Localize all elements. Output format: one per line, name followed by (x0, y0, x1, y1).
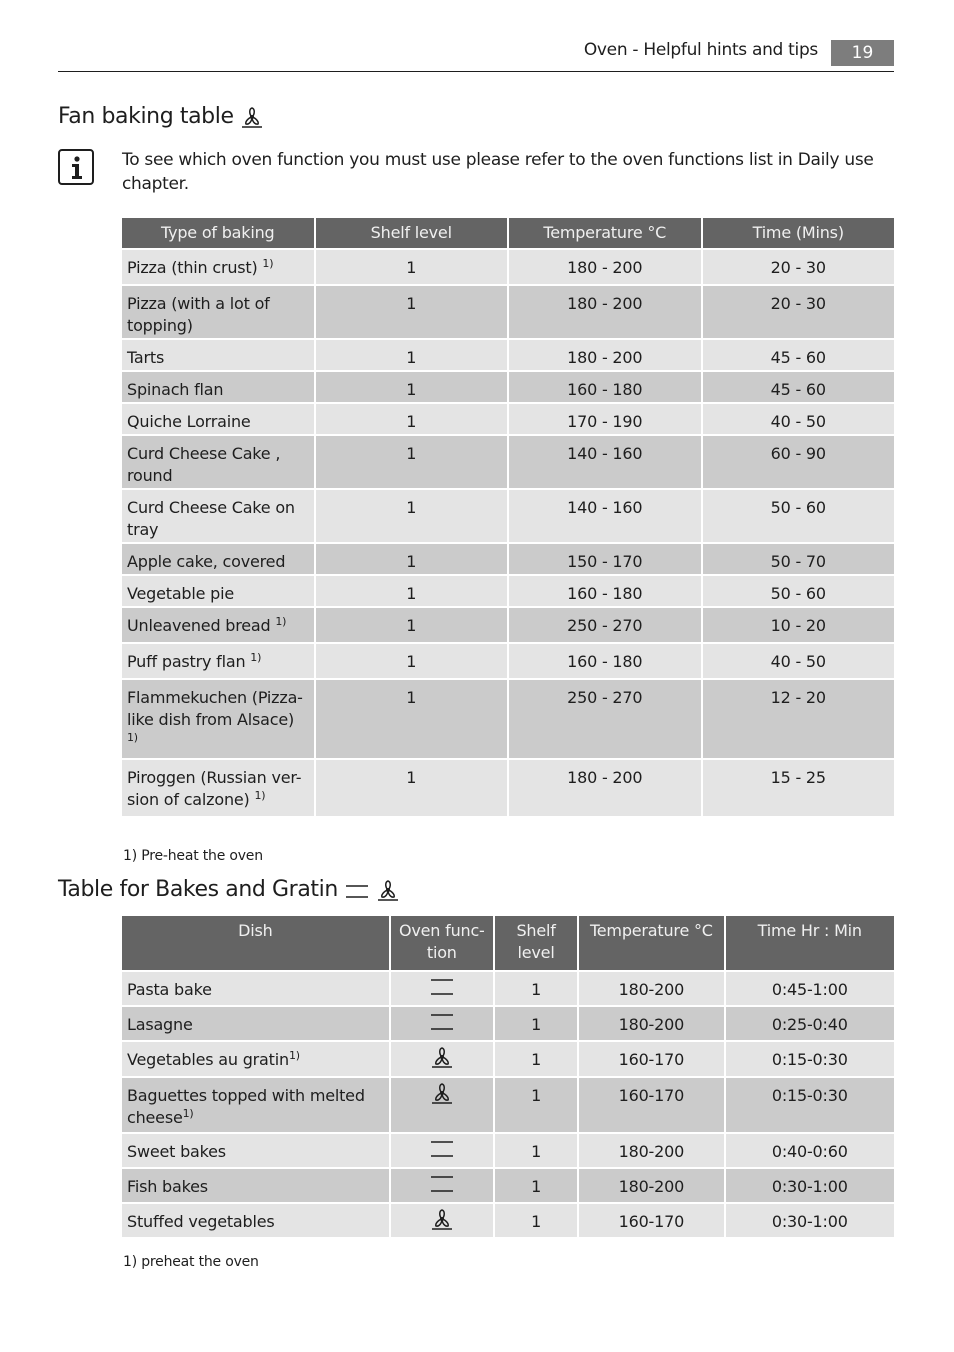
shelf-level-cell (495, 1078, 577, 1132)
shelf-level-cell (316, 760, 508, 816)
baking-type-cell-text: Pizza (with a lot of topping) (127, 294, 270, 335)
time-cell (703, 436, 895, 488)
baking-type-cell (122, 760, 314, 816)
temperature-cell-text: 180 - 200 (567, 294, 643, 313)
temperature-cell (509, 576, 701, 606)
time-cell-text: 40 - 50 (770, 412, 826, 431)
temperature-cell-text: 180-200 (618, 1142, 685, 1161)
shelf-level-cell-text: 1 (406, 768, 417, 787)
table-row (122, 1169, 894, 1202)
table-row (122, 760, 894, 816)
footnote-marker: 1) (288, 1049, 300, 1062)
temperature-cell (509, 760, 701, 816)
shelf-level-cell-text: 1 (531, 1050, 542, 1069)
baking-type-cell (122, 372, 314, 402)
time-cell (726, 1204, 894, 1237)
time-cell-text: 60 - 90 (770, 444, 826, 463)
shelf-level-cell (316, 372, 508, 402)
page-number: 19 (831, 40, 894, 66)
shelf-level-cell (316, 680, 508, 758)
baking-type-cell (122, 404, 314, 434)
temperature-cell (579, 1169, 723, 1202)
temperature-cell (509, 250, 701, 284)
baking-type-cell-text: Curd Cheese Cake , round (127, 444, 281, 485)
baking-type-cell-text: Piroggen (Russian ver-sion of calzone) (127, 768, 302, 809)
time-cell (703, 576, 895, 606)
shelf-level-cell-text: 1 (406, 258, 417, 277)
temperature-cell (509, 340, 701, 370)
gratin-table-footnote: 1) preheat the oven (123, 1254, 259, 1270)
table-row (122, 436, 894, 488)
oven-function-cell (391, 1042, 493, 1076)
dish-cell (122, 1007, 389, 1040)
header-rule (58, 71, 894, 72)
footnote-marker: 1) (250, 651, 262, 664)
time-cell-text: 0:15-0:30 (771, 1086, 848, 1105)
time-cell-text: 0:40-0:60 (771, 1142, 848, 1161)
shelf-level-cell (316, 250, 508, 284)
temperature-cell (509, 490, 701, 542)
shelf-level-cell-text: 1 (531, 1086, 542, 1105)
time-cell-text: 10 - 20 (770, 616, 826, 635)
shelf-level-cell-text: 1 (406, 552, 417, 571)
time-cell-text: 45 - 60 (770, 380, 826, 399)
shelf-level-cell (495, 972, 577, 1005)
time-cell-text: 20 - 30 (770, 258, 826, 277)
table-row (122, 680, 894, 758)
fan-icon (376, 878, 400, 902)
temperature-cell (579, 1078, 723, 1132)
time-cell-text: 40 - 50 (770, 652, 826, 671)
time-cell (726, 1134, 894, 1167)
temperature-cell-text: 140 - 160 (567, 498, 643, 517)
baking-type-cell (122, 490, 314, 542)
shelf-level-cell-text: 1 (406, 412, 417, 431)
temperature-cell-text: 180-200 (618, 1177, 685, 1196)
baking-type-cell (122, 576, 314, 606)
temperature-cell-text: 180-200 (618, 980, 685, 999)
shelf-level-cell-text: 1 (531, 1015, 542, 1034)
shelf-level-cell (316, 286, 508, 338)
baking-type-cell-text: Quiche Lorraine (127, 412, 251, 431)
grill-icon (344, 878, 370, 902)
temperature-cell (509, 404, 701, 434)
dish-cell-text: Sweet bakes (127, 1142, 226, 1161)
dish-cell-text: Vegetables au gratin (127, 1050, 289, 1069)
table-row (122, 340, 894, 370)
dish-cell (122, 1134, 389, 1167)
temperature-cell (509, 680, 701, 758)
shelf-level-cell-text: 1 (406, 498, 417, 517)
time-cell-text: 50 - 60 (770, 584, 826, 603)
footnote-marker: 1) (254, 789, 266, 802)
temperature-cell (579, 972, 723, 1005)
time-cell (703, 250, 895, 284)
table-row (122, 1042, 894, 1076)
shelf-level-cell (316, 436, 508, 488)
fan-table-title: Fan baking table (58, 104, 234, 129)
fan-table-heading (58, 104, 264, 129)
baking-type-cell (122, 436, 314, 488)
shelf-level-cell (495, 1042, 577, 1076)
column-header: Temperature °C (579, 916, 723, 970)
table-row (122, 1134, 894, 1167)
shelf-level-cell (495, 1134, 577, 1167)
temperature-cell-text: 160-170 (618, 1212, 685, 1231)
time-cell (726, 1169, 894, 1202)
column-header: Shelf level (316, 218, 508, 248)
time-cell (703, 608, 895, 642)
grill-icon (429, 1019, 455, 1038)
footnote-marker: 1) (275, 615, 287, 628)
column-header: Shelf level (495, 916, 577, 970)
temperature-cell (579, 1042, 723, 1076)
dish-cell (122, 1169, 389, 1202)
footnote-marker: 1) (182, 1107, 194, 1120)
table-row (122, 250, 894, 284)
temperature-cell-text: 160-170 (618, 1050, 685, 1069)
baking-type-cell-text: Curd Cheese Cake on tray (127, 498, 295, 539)
shelf-level-cell (495, 1007, 577, 1040)
oven-function-cell (391, 1134, 493, 1167)
info-icon (58, 149, 94, 185)
dish-cell (122, 972, 389, 1005)
table-row (122, 544, 894, 574)
table-row (122, 1204, 894, 1237)
column-header: Temperature °C (509, 218, 701, 248)
dish-cell (122, 1204, 389, 1237)
table-row (122, 404, 894, 434)
shelf-level-cell-text: 1 (406, 652, 417, 671)
baking-type-cell-text: Pizza (thin crust) (127, 258, 258, 277)
fan-icon (430, 1054, 454, 1073)
shelf-level-cell (495, 1204, 577, 1237)
baking-type-cell (122, 250, 314, 284)
shelf-level-cell-text: 1 (406, 584, 417, 603)
table-row (122, 1078, 894, 1132)
gratin-table-title: Table for Bakes and Gratin (58, 877, 338, 902)
temperature-cell-text: 160 - 180 (567, 584, 643, 603)
fan-table-footnote: 1) Pre-heat the oven (123, 848, 263, 864)
dish-cell (122, 1042, 389, 1076)
shelf-level-cell (316, 404, 508, 434)
time-cell-text: 0:30-1:00 (771, 1212, 848, 1231)
time-cell-text: 12 - 20 (770, 688, 826, 707)
shelf-level-cell (495, 1169, 577, 1202)
temperature-cell-text: 250 - 270 (567, 688, 643, 707)
time-cell-text: 0:25-0:40 (771, 1015, 848, 1034)
temperature-cell (509, 372, 701, 402)
shelf-level-cell-text: 1 (531, 1212, 542, 1231)
time-cell-text: 45 - 60 (770, 348, 826, 367)
column-header: Time (Mins) (703, 218, 895, 248)
temperature-cell (579, 1204, 723, 1237)
time-cell (726, 1078, 894, 1132)
time-cell (703, 490, 895, 542)
baking-type-cell-text: Flammekuchen (Pizza-like dish from Alsace) (127, 688, 303, 729)
table-row (122, 644, 894, 678)
running-header-title: Oven - Helpful hints and tips (583, 40, 818, 60)
table-header-row (122, 218, 894, 248)
column-header: Oven func-tion (391, 916, 493, 970)
table-row (122, 1007, 894, 1040)
gratin-table-heading (58, 877, 400, 902)
temperature-cell-text: 140 - 160 (567, 444, 643, 463)
baking-type-cell-text: Vegetable pie (127, 584, 235, 603)
time-cell (703, 680, 895, 758)
temperature-cell (579, 1007, 723, 1040)
dish-cell-text: Pasta bake (127, 980, 212, 999)
time-cell (703, 286, 895, 338)
time-cell (703, 340, 895, 370)
temperature-cell-text: 180 - 200 (567, 768, 643, 787)
temperature-cell-text: 160-170 (618, 1086, 685, 1105)
baking-type-cell-text: Apple cake, covered (127, 552, 286, 571)
dish-cell-text: Lasagne (127, 1015, 193, 1034)
grill-icon (429, 984, 455, 1003)
oven-function-cell (391, 1169, 493, 1202)
baking-type-cell (122, 544, 314, 574)
oven-function-cell (391, 1204, 493, 1237)
table-row (122, 576, 894, 606)
shelf-level-cell-text: 1 (406, 616, 417, 635)
grill-icon (429, 1181, 455, 1200)
temperature-cell-text: 150 - 170 (567, 552, 643, 571)
temperature-cell-text: 180-200 (618, 1015, 685, 1034)
column-header: Type of baking (122, 218, 314, 248)
fan-icon (240, 105, 264, 129)
shelf-level-cell-text: 1 (406, 444, 417, 463)
oven-function-cell (391, 1007, 493, 1040)
baking-type-cell (122, 608, 314, 642)
baking-type-cell-text: Spinach flan (127, 380, 224, 399)
time-cell-text: 50 - 70 (770, 552, 826, 571)
temperature-cell-text: 180 - 200 (567, 348, 643, 367)
time-cell (703, 404, 895, 434)
time-cell (703, 644, 895, 678)
table-row (122, 972, 894, 1005)
baking-type-cell (122, 680, 314, 758)
shelf-level-cell (316, 644, 508, 678)
baking-type-cell (122, 644, 314, 678)
temperature-cell (509, 544, 701, 574)
column-header: Time Hr : Min (726, 916, 894, 970)
dish-cell (122, 1078, 389, 1132)
time-cell (703, 760, 895, 816)
time-cell (726, 1042, 894, 1076)
shelf-level-cell (316, 576, 508, 606)
oven-function-cell (391, 972, 493, 1005)
shelf-level-cell-text: 1 (406, 688, 417, 707)
table-row (122, 490, 894, 542)
time-cell-text: 0:15-0:30 (771, 1050, 848, 1069)
table-header-row (122, 916, 894, 970)
shelf-level-cell (316, 608, 508, 642)
temperature-cell-text: 160 - 180 (567, 380, 643, 399)
baking-type-cell (122, 340, 314, 370)
dish-cell-text: Fish bakes (127, 1177, 208, 1196)
dish-cell-text: Stuffed vegetables (127, 1212, 275, 1231)
time-cell-text: 15 - 25 (770, 768, 826, 787)
time-cell-text: 0:45-1:00 (771, 980, 848, 999)
temperature-cell (509, 286, 701, 338)
temperature-cell-text: 250 - 270 (567, 616, 643, 635)
temperature-cell-text: 160 - 180 (567, 652, 643, 671)
footnote-marker: 1) (262, 257, 274, 270)
info-note-text: To see which oven function you must use please refer to the oven functions list in Daily use chapter. (122, 150, 874, 194)
fan-icon (430, 1090, 454, 1109)
grill-icon (429, 1146, 455, 1165)
table-row (122, 608, 894, 642)
oven-function-cell (391, 1078, 493, 1132)
shelf-level-cell (316, 340, 508, 370)
shelf-level-cell-text: 1 (531, 980, 542, 999)
fan-baking-table (120, 216, 896, 818)
baking-type-cell-text: Unleavened bread (127, 616, 271, 635)
time-cell (703, 372, 895, 402)
bakes-gratin-table (120, 914, 896, 1239)
time-cell (726, 1007, 894, 1040)
table-row (122, 372, 894, 402)
time-cell-text: 0:30-1:00 (771, 1177, 848, 1196)
temperature-cell (509, 608, 701, 642)
temperature-cell (509, 436, 701, 488)
time-cell-text: 20 - 30 (770, 294, 826, 313)
fan-icon (430, 1216, 454, 1235)
shelf-level-cell-text: 1 (531, 1142, 542, 1161)
shelf-level-cell (316, 544, 508, 574)
footnote-marker: 1) (127, 731, 138, 744)
temperature-cell (509, 644, 701, 678)
shelf-level-cell-text: 1 (406, 348, 417, 367)
dish-cell-text: Baguettes topped with melted cheese (127, 1086, 365, 1127)
shelf-level-cell-text: 1 (531, 1177, 542, 1196)
time-cell-text: 50 - 60 (770, 498, 826, 517)
temperature-cell (579, 1134, 723, 1167)
temperature-cell-text: 180 - 200 (567, 258, 643, 277)
shelf-level-cell-text: 1 (406, 294, 417, 313)
baking-type-cell (122, 286, 314, 338)
table-row (122, 286, 894, 338)
time-cell (726, 972, 894, 1005)
baking-type-cell-text: Tarts (127, 348, 165, 367)
time-cell (703, 544, 895, 574)
baking-type-cell-text: Puff pastry flan (127, 652, 246, 671)
temperature-cell-text: 170 - 190 (567, 412, 643, 431)
shelf-level-cell (316, 490, 508, 542)
column-header: Dish (122, 916, 389, 970)
shelf-level-cell-text: 1 (406, 380, 417, 399)
